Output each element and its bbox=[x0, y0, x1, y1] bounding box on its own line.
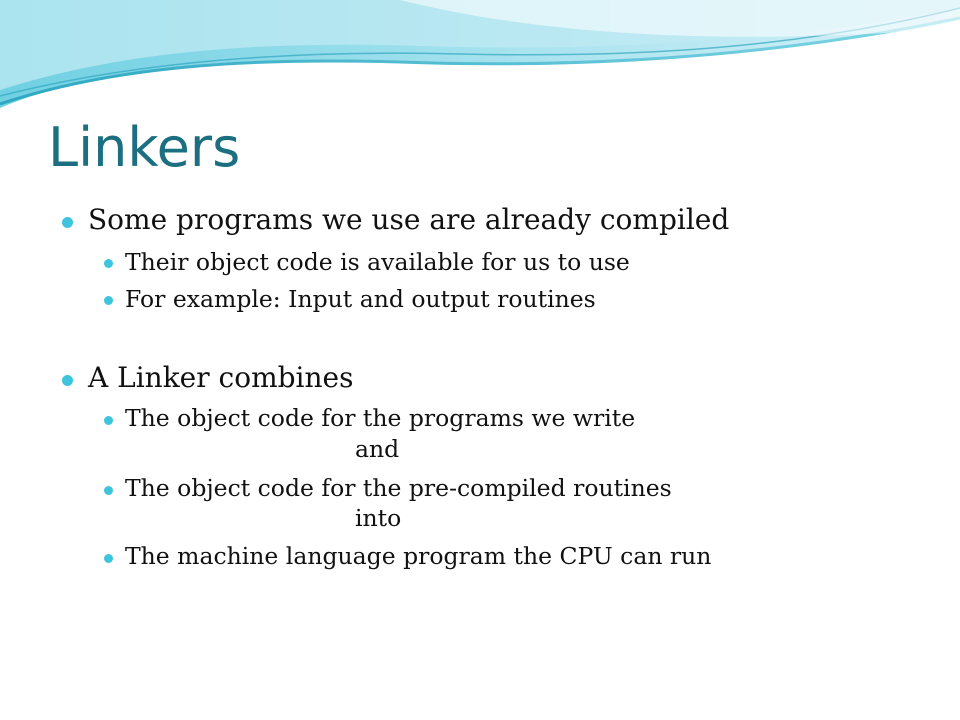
bullet-text: Some programs we use are already compiled bbox=[88, 203, 730, 236]
bullet-dot-icon bbox=[62, 375, 73, 386]
slide-title: Linkers bbox=[48, 116, 241, 179]
sub-bullet-text: Their object code is available for us to use bbox=[125, 248, 630, 276]
sub-bullet-dot-icon bbox=[104, 554, 113, 563]
sub-bullet-text: The object code for the programs we write bbox=[125, 404, 636, 432]
sub-bullet-dot-icon bbox=[104, 296, 113, 305]
sub-bullet-dot-icon bbox=[104, 416, 113, 425]
header-wave-decoration bbox=[0, 0, 960, 120]
sub-bullet-text: The machine language program the CPU can run bbox=[125, 542, 712, 570]
sub-bullet-text: The object code for the pre-compiled routines bbox=[125, 474, 672, 502]
sub-bullet-dot-icon bbox=[104, 259, 113, 268]
bullet-text: A Linker combines bbox=[88, 361, 354, 394]
bullet-dot-icon bbox=[62, 217, 73, 228]
connector-text: and bbox=[355, 435, 400, 463]
connector-text: into bbox=[355, 504, 402, 532]
sub-bullet-dot-icon bbox=[104, 486, 113, 495]
sub-bullet-text: For example: Input and output routines bbox=[125, 285, 596, 313]
